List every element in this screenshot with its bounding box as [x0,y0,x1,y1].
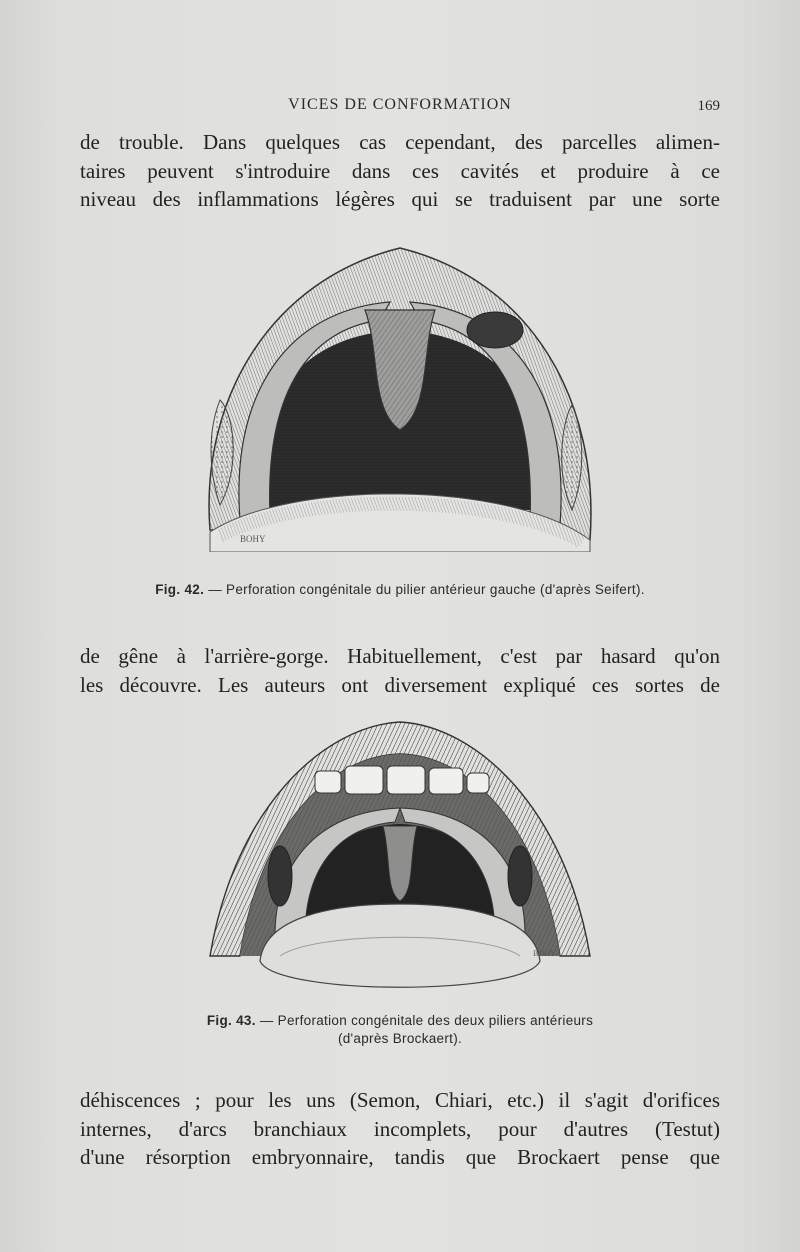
figure-42-caption-text: — Perforation congénitale du pilier antérieur gauche (d'après Seifert). [208,582,645,597]
text-line: de gêne à l'arrière-gorge. Habituellement, c'est par hasard qu'on [80,644,720,668]
figure-43-caption-line1: — Perforation congénitale des deux piliers antérieurs [259,1013,594,1028]
text-line: internes, d'arcs branchiaux incomplets, pour d'autres (Testut) [80,1116,720,1141]
figure-42-label: Fig. 42. [155,582,205,597]
text-line: d'une résorption embryonnaire, tandis que Brockaert pense que [80,1145,720,1169]
figure-43-caption-line2: (d'après Brockaert). [337,1031,463,1046]
mouth-engraving-43 [205,716,595,1002]
figure-43-illustration [205,716,595,1002]
paragraph-2 [80,642,720,699]
figure-42-caption [80,582,720,597]
engraver-signature-42: BOHY [240,534,266,544]
figure-43-label: Fig. 43. [206,1013,256,1028]
text-line: de trouble. Dans quelques cas cependant, des parcelles alimen- [80,130,720,154]
palate-engraving-42 [190,240,610,552]
text-line: taires peuvent s'introduire dans ces cavités et produire à ce [80,158,720,183]
text-line: déhiscences ; pour les uns (Semon, Chiari, etc.) il s'agit d'orifices [80,1088,720,1112]
engraver-signature-43: BOHY [533,949,556,958]
text-line: les découvre. Les auteurs ont diversement expliqué ces sortes de [80,672,720,697]
figure-43-caption [120,1012,680,1048]
paragraph-3 [80,1086,720,1172]
page-number: 169 [697,98,720,114]
paragraph-1 [80,128,720,214]
text-line: niveau des inflammations légères qui se traduisent par une sorte [80,187,720,211]
running-title: VICES DE CONFORMATION [288,96,512,113]
running-head [80,96,720,118]
figure-42-illustration [190,240,610,552]
